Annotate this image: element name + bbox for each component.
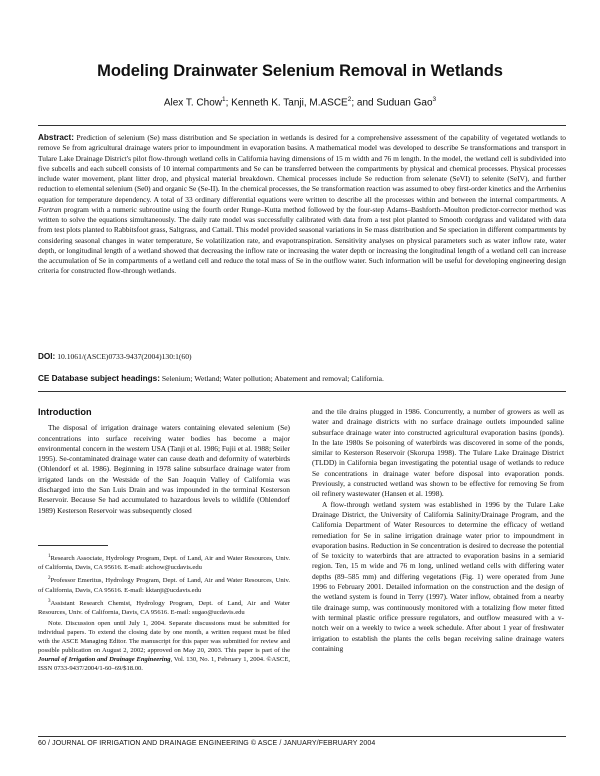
- affiliation-marker: 2: [347, 96, 352, 103]
- discussion-note-tail: , Vol. 130, No. 1, February 1, 2004. ©ASCE, ISSN 0733-9437/2004/1-60–69/$18.00.: [38, 656, 290, 673]
- author-line: [20, 96, 580, 108]
- author-gao: ; and Suduan Gao: [351, 97, 433, 109]
- footnote-rule: [38, 545, 108, 546]
- intro-paragraph-2: A flow-through wetland system was established in 1996 by the Tulare Lake Drainage District, the University of California Salinity/Drainage Program, and the California Department of Water Resources to determine the efficacy of wetland remediation for Se in saline irrigation drainage water prior to impoundment in evaporation basins. Reduction in Se concentration is desired to decrease the potential of Se toxicity to waterbirds that are attracted to evaporation basins in a semiarid region. Ten, 15 m wide and 76 m long, unlined wetland cells with differing water depths (89–585 mm) and differing vegetations (Fig. 1) were operated from June 1996 to February 2001. Detailed information on the construction and the design of the wetland system is found in Terry (1997). Water inflow, obtained from a nearby tile drainage sump, was continuously monitored with a totalizing flow meter fitted with terminal plastic orifice pressure regulators, and outflow measured with a v-notch weir on a weekly to twice a week schedule. After about 1 year of freshwater irrigation to establish the plants the cells began receiving saline drainage waters containing: [312, 499, 564, 653]
- intro-paragraph-1: The disposal of irrigation drainage waters containing elevated selenium (Se) concentrations into surface receiving water bodies has become a major environmental concern in the western USA (Tanji et al. 1986; Fujii et al. 1988; Seiler 1995). Se-contaminated drainage water can cause death and deformity of waterbirds (Ohlendorf et al. 1986). Beginning in 1978 saline subsurface drainage water from irrigated lands on the Westside of the San Joaquin Valley of California was discharged into the San Luis Drain and was impounded in the terminal Kesterson Reservoir. Because Se had accumulated to hazardous levels to wildlife (Ohlendorf 1989) Kesterson Reservoir was subsequently closed: [38, 423, 290, 515]
- footnote-marker: 3: [48, 598, 51, 604]
- footnote-3-text: Assistant Research Chemist, Hydrology Program, Dept. of Land, Air and Water Resources, Univ. of California, Davis, CA 95616. E-mail: sugao@ucdavis.edu: [38, 599, 290, 616]
- left-column: [38, 407, 290, 516]
- intro-paragraph-1-cont: and the tile drains plugged in 1986. Concurrently, a number of growers as well as water and drainage districts with no surface drainage outlets impounded saline subsurface drainage water into constructed agricultural evaporation basins (ponds). In the late 1980s Se poisoning of waterbirds was discovered in some of the ponds, similar to Kesterson Reservoir (Skorupa 1998). The Tulare Lake Drainage District (TLDD) in California began investigating the potential usage of wetlands to reduce Se concentrations in drainage water before disposal into evaporation ponds. Previously, a constructed wetland was shown to be effective for removing Se from oil refinery wastewater (Hansen et al. 1998).: [312, 407, 564, 499]
- footnote-3: [38, 597, 290, 617]
- footnote-2: [38, 574, 290, 594]
- abstract-label: Abstract:: [38, 133, 74, 142]
- page-footer: 60 / JOURNAL OF IRRIGATION AND DRAINAGE ENGINEERING © ASCE / JANUARY/FEBRUARY 2004: [38, 736, 566, 747]
- affiliation-marker: 1: [222, 96, 226, 103]
- footnote-1: [38, 552, 290, 572]
- doi-label: DOI:: [38, 352, 56, 361]
- abstract-fortran: Fortran: [38, 204, 62, 214]
- author-tanji: ; Kenneth K. Tanji: [225, 97, 304, 109]
- footnote-marker: 2: [48, 576, 51, 582]
- abstract-block: [38, 133, 566, 277]
- ce-database-line: [38, 374, 566, 383]
- header-rule: [38, 125, 566, 126]
- footnote-2-text: Professor Emeritus, Hydrology Program, Dept. of Land, Air and Water Resources, Univ. of California, Davis, CA 95616. E-mail: kktanji@ucdavis.edu: [38, 577, 290, 594]
- footnotes-block: [38, 552, 290, 675]
- author-chow: Alex T. Chow: [163, 97, 222, 109]
- ce-database-label: CE Database subject headings:: [38, 374, 160, 383]
- right-column: [312, 407, 564, 654]
- section-rule: [38, 391, 566, 392]
- doi-value[interactable]: 10.1061/(ASCE)0733-9437(2004)130:1(60): [57, 352, 192, 361]
- abstract-text-part1: Prediction of selenium (Se) mass distribution and Se speciation in wetlands is desired for a comprehensive assessment of the capability of vegetated wetlands to remove Se from agricultural drainage waters prior to impoundment in evaporation basins. A mathematical model was developed to describe Se transformations and transport in Tulare Lake Drainage District's pilot flow-through wetland cells in California having dimensions of 15 m width and 76 m length. In the model, the wetland cell is subdivided into five subcells and each subcell consists of 10 internal compartments and Se can be transferred between the compartments by physical and chemical processes. Physical processes include water movement, plant litter drop, and physical material breakdown. Chemical processes include Se reduction from selenate (SeVI) to selenite (SeIV), and further reduction to elemental selenium (Se0) and organic Se (Se-II). In the chemical processes, the Se transformation reaction was assumed to obey first-order kinetics and the Arrhenius equation for temperature dependency. A total of 33 ordinary differential equations were written to describe all the processes within and between the internal compartments. A: [38, 133, 566, 204]
- discussion-note-text: Note. Discussion open until July 1, 2004. Separate discussions must be submitted for individual papers. To extend the closing date by one month, a written request must be filed with the ASCE Managing Editor. The manuscript for this paper was submitted for review and possible publication on August 2, 2002; approved on May 20, 2003. This paper is part of the: [38, 619, 290, 654]
- affiliation-marker: 3: [432, 96, 437, 103]
- intro-heading: Introduction: [38, 407, 92, 417]
- paper-title: Modeling Drainwater Selenium Removal in Wetlands: [97, 62, 503, 80]
- author-tanji-title: , M.ASCE: [303, 97, 348, 109]
- doi-line: [38, 352, 566, 361]
- footnote-1-text: Research Associate, Hydrology Program, Dept. of Land, Air and Water Resources, Univ. of California, Davis, CA 95616. E-mail: atchow@ucdavis.edu: [38, 555, 290, 572]
- journal-name: Journal of Irrigation and Drainage Engineering: [38, 656, 171, 664]
- abstract-text-part2: program with a numeric subroutine using the fourth order Runge–Kutta method followed by the four-step Adams–Bashforth–Moulton predictor-corrector method was written to solve the equations simultaneously. The daily rate model was successfully calibrated with data from a test plot planted to Smooth cordgrass and validated with data from test plots planted to Rabbitsfoot grass, Saltgrass, and Cattail. This model provided seasonal variations in Se mass distribution and Se speciation in different compartments by considering seasonal changes in water temperature, Se volatilization rate, and evapotranspiration. Sensitivity analyses on physical parameters such as water inflow rate, water depth, or longitudinal length of a wetland showed that decreasing the inflow rate or increasing the water depth or increasing the longitudinal length of a wetland cell can increase the accumulation of Se in compartments of a wetland cell and reduce the total mass of Se in the outflow water. Such information will be useful for developing engineering design criteria for constructed flow-through wetlands.: [38, 204, 566, 276]
- discussion-note: [38, 619, 290, 673]
- ce-database-value: Selenium; Wetland; Water pollution; Abatement and removal; California.: [161, 374, 384, 383]
- footnote-marker: 1: [48, 554, 51, 559]
